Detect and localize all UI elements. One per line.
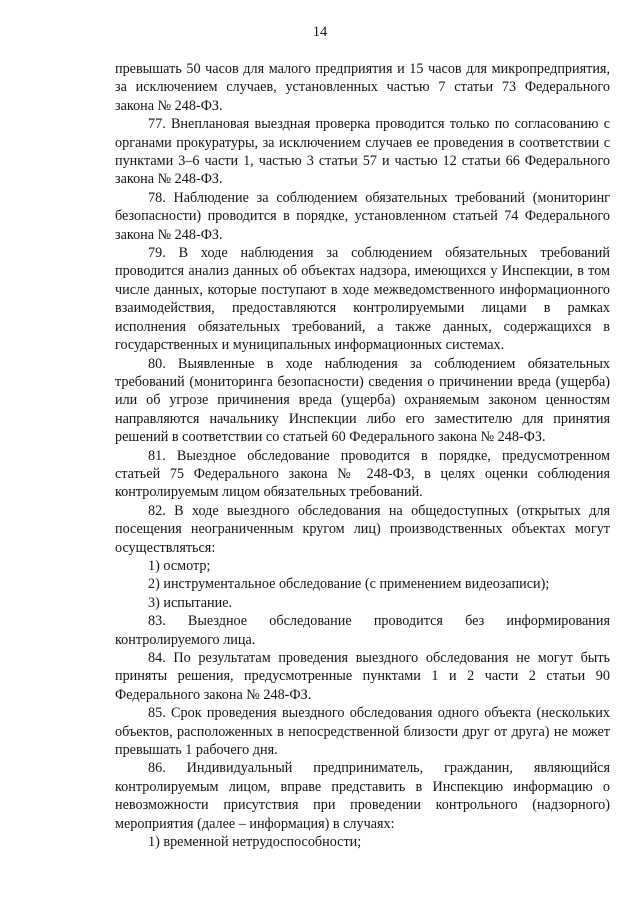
- paragraph-78: 78. Наблюдение за соблюдением обязательных требований (мониторинг безопасности) проводится в порядке, установленном статьей 74 Федерального закона № 248-ФЗ.: [115, 189, 610, 243]
- page-number: 14: [312, 24, 328, 40]
- paragraph-77: 77. Внеплановая выездная проверка проводится только по согласованию с органами прокуратуры, за исключением случаев ее проведения в соответствии с пунктами 3–6 части 1, частью 3 статьи 57 и частью 12 статьи 66 Федерального закона № 248-ФЗ.: [115, 116, 610, 188]
- list-item-instrumental-survey: 2) инструментальное обследование (с применением видеозаписи);: [148, 576, 550, 593]
- paragraph-85: 85. Срок проведения выездного обследования одного объекта (нескольких объектов, расположенных в непосредственной близости друг от друга) не может превышать 1 рабочего дня.: [115, 705, 610, 759]
- paragraph-79: 79. В ходе наблюдения за соблюдением обязательных требований проводится анализ данных об объектах надзора, имеющихся у Инспекции, в том числе данных, которые поступают в ходе межведомственного информационного взаимодействия, предоставляются контролируемыми лицами в рамках исполнения обязательных требований, а также данных, содержащихся в государственных и муниципальных информационных системах.: [115, 245, 610, 354]
- paragraph-81: 81. Выездное обследование проводится в порядке, предусмотренном статьей 75 Федерального закона № 248-ФЗ, в целях оценки соблюдения контролируемым лицом обязательных требований.: [115, 447, 610, 501]
- list-item-disability: 1) временной нетрудоспособности;: [148, 834, 362, 851]
- paragraph-84: 84. По результатам проведения выездного обследования не могут быть приняты решения, предусмотренные пунктами 1 и 2 части 2 статьи 90 Федерального закона № 248-ФЗ.: [115, 650, 610, 703]
- paragraph-continuation: превышать 50 часов для малого предприятия и 15 часов для микропредприятия, за исключением случаев, установленных частью 7 статьи 73 Федерального закона № 248-ФЗ.: [115, 61, 610, 114]
- paragraph-83: 83. Выездное обследование проводится без информирования контролируемого лица.: [115, 613, 610, 648]
- paragraph-86: 86. Индивидуальный предприниматель, гражданин, являющийся контролируемым лицом, вправе представить в Инспекцию информацию о невозможности присутствия при проведении контрольного (надзорного) мероприятия (далее – информация) в случаях:: [115, 760, 610, 832]
- list-item-testing: 3) испытание.: [148, 594, 233, 611]
- paragraph-82: 82. В ходе выездного обследования на общедоступных (открытых для посещения неограниченным кругом лиц) производственных объектах могут осуществляться:: [115, 502, 610, 556]
- list-item-inspection: 1) осмотр;: [148, 557, 211, 574]
- paragraph-80: 80. Выявленные в ходе наблюдения за соблюдением обязательных требований (мониторинга безопасности) сведения о причинении вреда (ущерба) или об угрозе причинения вреда (ущерба) охраняемым законом ценностям направляются начальнику Инспекции либо его заместителю для принятия решений в соответствии со статьей 60 Федерального закона № 248-ФЗ.: [115, 355, 610, 446]
- document-body: [115, 60, 610, 851]
